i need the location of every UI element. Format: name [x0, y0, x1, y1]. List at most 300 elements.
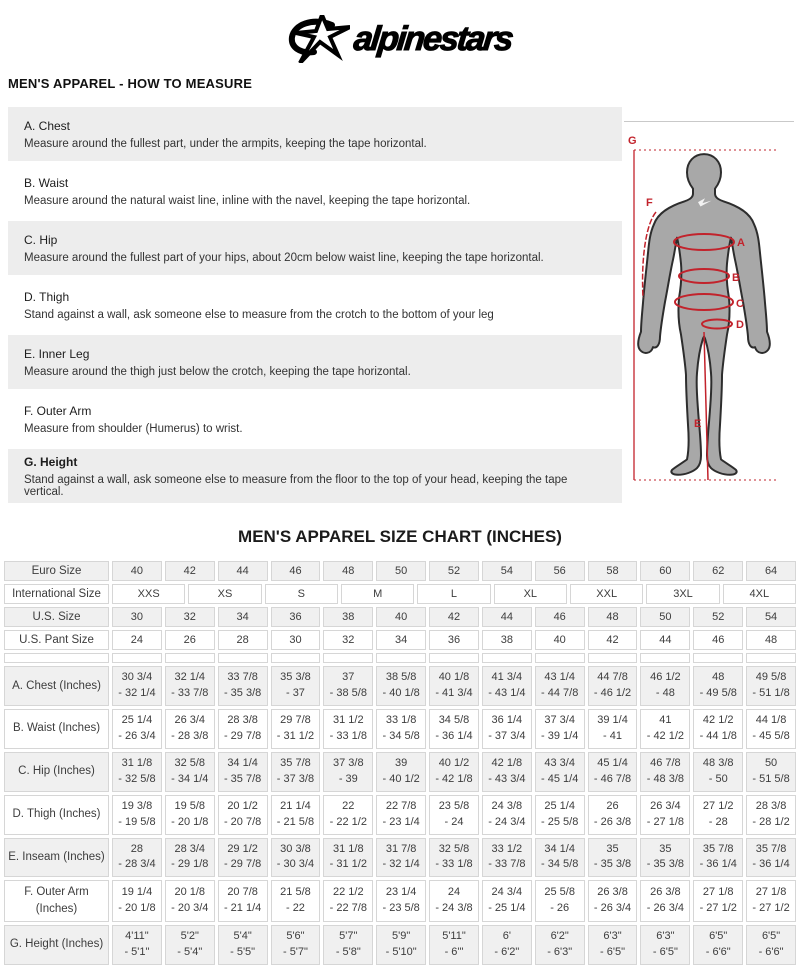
size-cell: 54	[746, 607, 796, 627]
size-cell	[640, 880, 690, 921]
size-cell	[271, 653, 321, 663]
range-high: - 28	[708, 815, 728, 828]
size-cell	[588, 925, 638, 965]
measurement-figure-panel	[624, 121, 794, 516]
range-high: - 32 1/4	[382, 858, 420, 871]
size-cell: 56	[535, 561, 585, 581]
figure-label-a: A	[737, 237, 745, 249]
brand-wordmark: alpinestars	[352, 20, 514, 58]
range-high: - 40 1/8	[382, 686, 420, 699]
range-low: 43 3/4	[544, 756, 575, 769]
size-cell	[112, 653, 162, 663]
how-to-measure-section	[0, 107, 800, 507]
size-cell	[482, 925, 532, 965]
size-cell: 38	[482, 630, 532, 650]
size-cell	[271, 795, 321, 835]
size-cell	[746, 653, 796, 663]
range-high: - 45 1/4	[541, 772, 579, 785]
size-cell	[165, 795, 215, 835]
range-low: 5'6"	[286, 929, 305, 942]
a-chest-inches-row	[4, 666, 796, 706]
range-low: 48	[712, 671, 725, 683]
size-cell: XXL	[570, 584, 643, 604]
range-low: 40 1/2	[438, 756, 470, 769]
range-low: 28	[130, 842, 144, 855]
size-cell	[588, 752, 638, 792]
size-cell	[693, 795, 743, 835]
size-cell	[323, 709, 373, 749]
size-cell	[376, 925, 426, 965]
measure-item-b-waist	[8, 164, 622, 218]
range-low: 33 7/8	[227, 671, 258, 683]
size-cell: 62	[693, 561, 743, 581]
size-cell	[376, 653, 426, 663]
row-label	[4, 653, 109, 663]
range-high: - 21 1/4	[223, 902, 262, 915]
size-cell	[218, 653, 268, 663]
figure-label-b: B	[732, 272, 740, 284]
size-cell	[746, 925, 796, 965]
size-cell: 30	[112, 607, 162, 627]
size-cell: 30	[271, 630, 321, 650]
range-high: - 26 3/4	[593, 902, 632, 915]
range-low: 26 3/8	[650, 886, 681, 899]
range-low: 33 1/8	[385, 713, 417, 726]
size-cell: 44	[640, 630, 690, 650]
size-cell	[165, 752, 215, 792]
size-cell	[165, 880, 215, 921]
size-cell	[535, 709, 585, 749]
range-high: - 21 5/8	[276, 815, 315, 828]
measure-item-description: Measure from shoulder (Humerus) to wrist.	[24, 422, 243, 435]
range-high: - 40 1/2	[382, 772, 420, 785]
range-low: 25 1/4	[544, 799, 575, 812]
range-low: 31 7/8	[385, 842, 417, 855]
size-cell	[271, 666, 321, 706]
size-cell	[482, 838, 532, 878]
range-high: - 5'10"	[385, 945, 417, 958]
size-cell	[165, 838, 215, 878]
row-label: C. Hip (Inches)	[4, 752, 109, 792]
range-low: 5'2"	[180, 929, 199, 942]
figure-label-c: C	[736, 298, 744, 310]
range-low: 44 7/8	[597, 671, 628, 683]
size-cell	[640, 838, 690, 878]
range-low: 22 1/2	[333, 886, 364, 899]
range-low: 50	[764, 756, 778, 769]
size-cell: 60	[640, 561, 690, 581]
range-low: 22 7/8	[385, 799, 417, 812]
size-cell	[112, 838, 162, 878]
size-chart-title: MEN'S APPAREL SIZE CHART (INCHES)	[238, 527, 562, 546]
size-cell	[376, 880, 426, 921]
size-cell	[693, 666, 743, 706]
size-cell	[535, 880, 585, 921]
size-cell	[746, 752, 796, 792]
size-cell: 50	[640, 607, 690, 627]
size-cell	[535, 752, 585, 792]
range-low: 20 1/8	[174, 886, 206, 899]
range-high: - 28 1/2	[752, 815, 790, 828]
measure-item-description: Stand against a wall, ask someone else to measure from the crotch to the bottom of your leg	[24, 308, 494, 321]
size-cell	[588, 709, 638, 749]
size-cell: 48	[746, 630, 796, 650]
size-cell	[429, 709, 479, 749]
size-cell: 38	[323, 607, 373, 627]
size-cell	[693, 880, 743, 921]
range-low: 19 5/8	[174, 799, 206, 812]
size-cell	[271, 880, 321, 921]
size-cell	[323, 653, 373, 663]
euro-size-row	[4, 561, 796, 581]
range-high: - 34 5/8	[541, 858, 579, 871]
size-cell	[218, 880, 268, 921]
measure-item-description: Stand against a wall, ask someone else to measure from the floor to the top of your head, keeping the tape vertical.	[24, 473, 568, 498]
size-cell: 36	[271, 607, 321, 627]
size-cell	[746, 838, 796, 878]
d-thigh-inches-row	[4, 795, 796, 835]
size-cell: 40	[376, 607, 426, 627]
range-low: 48 3/8	[702, 756, 734, 769]
range-high: - 27 1/2	[752, 902, 790, 915]
measure-item-description: Measure around the fullest part, under the armpits, keeping the tape horizontal.	[24, 137, 427, 150]
size-cell: 52	[693, 607, 743, 627]
range-low: 42 1/2	[702, 713, 734, 726]
range-low: 49 5/8	[755, 671, 787, 683]
range-low: 37 3/4	[544, 713, 575, 726]
size-cell: 48	[588, 607, 638, 627]
size-cell	[112, 666, 162, 706]
size-cell	[376, 838, 426, 878]
figure-label-f: F	[646, 197, 653, 209]
range-high: - 48 3/8	[646, 772, 685, 785]
range-high: - 26 3/4	[646, 902, 685, 915]
size-cell: 42	[165, 561, 215, 581]
range-low: 34 5/8	[438, 713, 470, 726]
size-cell	[112, 795, 162, 835]
range-low: 39 1/4	[597, 713, 628, 726]
size-cell	[323, 795, 373, 835]
range-low: 35	[659, 842, 672, 855]
range-high: - 26	[550, 902, 570, 915]
size-cell: 54	[482, 561, 532, 581]
range-high: - 39 1/4	[541, 729, 579, 742]
size-cell	[376, 666, 426, 706]
range-high: - 29 7/8	[223, 729, 262, 742]
size-cell	[323, 880, 373, 921]
size-cell	[218, 709, 268, 749]
u-s-size-row	[4, 607, 796, 627]
range-high: - 32 1/4	[118, 686, 156, 699]
size-cell: 42	[429, 607, 479, 627]
measure-instructions-list	[8, 107, 622, 503]
measure-item-g-height	[8, 449, 622, 503]
size-cell	[323, 838, 373, 878]
size-cell	[112, 709, 162, 749]
size-cell	[746, 795, 796, 835]
range-high: - 51 5/8	[752, 772, 790, 785]
range-high: - 28 3/8	[171, 729, 209, 742]
range-low: 35 7/8	[280, 756, 311, 769]
range-high: - 35 3/8	[223, 686, 262, 699]
range-low: 5'11"	[442, 929, 466, 942]
size-cell	[640, 752, 690, 792]
range-low: 24 3/4	[491, 886, 523, 899]
range-low: 46 7/8	[650, 756, 681, 769]
size-cell	[112, 925, 162, 965]
measure-item-d-thigh	[8, 278, 622, 332]
size-cell	[535, 838, 585, 878]
range-high: - 26 3/8	[593, 815, 632, 828]
size-cell	[323, 752, 373, 792]
range-high: - 22	[285, 902, 305, 915]
size-cell	[746, 666, 796, 706]
size-cell	[640, 653, 690, 663]
u-s-pant-size-row	[4, 630, 796, 650]
range-high: - 6'5"	[600, 945, 626, 958]
size-cell	[693, 838, 743, 878]
range-low: 6'5"	[709, 929, 728, 942]
range-high: - 37 3/4	[488, 729, 526, 742]
range-high: - 36 1/4	[699, 858, 737, 871]
size-cell	[165, 925, 215, 965]
range-low: 30 3/4	[121, 671, 153, 683]
range-high: - 20 7/8	[223, 815, 262, 828]
range-high: - 25 1/4	[488, 902, 526, 915]
range-high: - 29 1/8	[171, 858, 209, 871]
size-cell	[588, 666, 638, 706]
size-cell: 44	[482, 607, 532, 627]
row-label: D. Thigh (Inches)	[4, 795, 109, 835]
size-cell	[746, 709, 796, 749]
size-cell: 52	[429, 561, 479, 581]
size-cell	[218, 666, 268, 706]
g-height-inches-row	[4, 925, 796, 965]
range-high: - 44 7/8	[541, 686, 579, 699]
size-cell	[218, 925, 268, 965]
size-cell: 28	[218, 630, 268, 650]
range-low: 21 1/4	[280, 799, 311, 812]
range-high: - 35 3/8	[646, 858, 685, 871]
figure-label-d: D	[736, 319, 744, 331]
spacer-row	[4, 653, 796, 663]
range-high: - 32 5/8	[118, 772, 156, 785]
size-cell	[693, 925, 743, 965]
range-low: 42 1/8	[491, 756, 523, 769]
row-label: International Size	[4, 584, 109, 604]
range-high: - 29 7/8	[223, 858, 262, 871]
range-high: - 34 5/8	[382, 729, 420, 742]
range-low: 26	[606, 799, 619, 812]
range-high: - 5'5"	[230, 945, 256, 958]
range-high: - 5'4"	[177, 945, 203, 958]
range-high: - 33 7/8	[171, 686, 209, 699]
range-low: 26 3/4	[174, 713, 206, 726]
range-high: - 22 7/8	[329, 902, 367, 915]
size-cell	[218, 838, 268, 878]
range-high: - 6'6"	[758, 945, 784, 958]
range-low: 46 1/2	[650, 671, 681, 683]
size-chart-table	[4, 561, 796, 965]
range-high: - 36 1/4	[435, 729, 473, 742]
range-high: - 19 5/8	[118, 815, 156, 828]
size-cell: 44	[218, 561, 268, 581]
range-low: 35 7/8	[702, 842, 734, 855]
size-cell	[588, 838, 638, 878]
size-cell	[218, 752, 268, 792]
range-low: 31 1/8	[333, 842, 364, 855]
size-cell	[535, 653, 585, 663]
range-low: 34 1/4	[544, 842, 575, 855]
b-waist-inches-row	[4, 709, 796, 749]
range-high: - 37 3/8	[276, 772, 315, 785]
range-high: - 33 7/8	[488, 858, 526, 871]
range-low: 26 3/4	[650, 799, 681, 812]
measure-item-label: A. Chest	[24, 118, 71, 133]
size-cell	[535, 666, 585, 706]
body-silhouette	[638, 154, 770, 475]
size-cell	[376, 795, 426, 835]
measure-item-description: Measure around the fullest part of your hips, about 20cm below waist line, keeping the tape horizontal.	[24, 251, 544, 264]
range-high: - 34 1/4	[171, 772, 209, 785]
range-high: - 27 1/8	[646, 815, 685, 828]
size-cell: XL	[494, 584, 567, 604]
size-cell	[165, 666, 215, 706]
measure-item-description: Measure around the natural waist line, inline with the navel, keeping the tape horizontal.	[24, 194, 471, 207]
how-to-measure-heading: MEN'S APPAREL - HOW TO MEASURE	[8, 76, 253, 91]
range-low: 32 5/8	[438, 842, 470, 855]
size-cell	[271, 752, 321, 792]
size-cell: 3XL	[646, 584, 719, 604]
size-cell	[535, 925, 585, 965]
size-cell	[112, 752, 162, 792]
row-label: G. Height (Inches)	[4, 925, 109, 965]
range-high: - 33 1/8	[435, 858, 473, 871]
figure-label-g: G	[628, 135, 637, 147]
size-cell: 46	[271, 561, 321, 581]
size-cell: S	[265, 584, 338, 604]
range-low: 28 3/8	[755, 799, 787, 812]
size-cell: 46	[693, 630, 743, 650]
size-cell	[112, 880, 162, 921]
range-high: - 51 1/8	[752, 686, 790, 699]
size-cell: 24	[112, 630, 162, 650]
range-high: - 20 1/8	[118, 902, 156, 915]
size-cell	[429, 925, 479, 965]
range-low: 29 1/2	[227, 842, 258, 855]
range-low: 38 5/8	[385, 671, 417, 683]
range-high: - 23 1/4	[382, 815, 420, 828]
range-high: - 46 1/2	[593, 686, 632, 699]
range-high: - 35 7/8	[223, 772, 262, 785]
range-low: 36 1/4	[491, 713, 523, 726]
range-high: - 45 5/8	[752, 729, 790, 742]
range-high: - 20 1/8	[171, 815, 209, 828]
measure-item-label: D. Thigh	[24, 289, 70, 304]
row-label: A. Chest (Inches)	[4, 666, 109, 706]
range-low: 5'9"	[392, 929, 411, 942]
size-cell	[746, 880, 796, 921]
range-high: - 46 7/8	[593, 772, 632, 785]
figure-label-e: E	[694, 418, 702, 430]
range-low: 40 1/8	[438, 671, 470, 683]
range-high: - 24	[444, 815, 464, 828]
size-cell	[482, 795, 532, 835]
size-cell	[429, 666, 479, 706]
range-low: 29 7/8	[280, 713, 311, 726]
size-cell	[640, 925, 690, 965]
range-low: 45 1/4	[597, 756, 628, 769]
range-low: 25 1/4	[121, 713, 153, 726]
size-cell	[693, 752, 743, 792]
range-low: 32 1/4	[174, 671, 206, 683]
size-cell: XXS	[112, 584, 185, 604]
range-low: 19 1/4	[121, 886, 153, 899]
range-low: 26 3/8	[597, 886, 628, 899]
range-low: 21 5/8	[280, 886, 311, 899]
size-cell: M	[341, 584, 414, 604]
size-cell	[640, 795, 690, 835]
size-cell	[323, 925, 373, 965]
range-low: 20 1/2	[227, 799, 258, 812]
range-high: - 31 1/2	[276, 729, 315, 742]
size-cell	[429, 838, 479, 878]
c-hip-inches-row	[4, 752, 796, 792]
range-high: - 5'8"	[335, 945, 361, 958]
range-high: - 38 5/8	[329, 686, 367, 699]
row-label: U.S. Pant Size	[4, 630, 109, 650]
size-cell: 58	[588, 561, 638, 581]
size-cell	[693, 653, 743, 663]
range-low: 28 3/8	[227, 713, 258, 726]
size-cell: 34	[218, 607, 268, 627]
international-size-row	[4, 584, 796, 604]
range-low: 37	[342, 671, 355, 683]
range-high: - 42 1/8	[435, 772, 473, 785]
size-cell: 64	[746, 561, 796, 581]
range-low: 44 1/8	[755, 713, 787, 726]
size-cell	[429, 880, 479, 921]
size-cell: 46	[535, 607, 585, 627]
f-outer-arm-inches-row	[4, 880, 796, 921]
size-cell: 32	[165, 607, 215, 627]
measure-item-label: B. Waist	[24, 175, 69, 190]
range-low: 39	[395, 756, 408, 769]
size-cell: 32	[323, 630, 373, 650]
size-cell	[376, 752, 426, 792]
measure-item-a-chest	[8, 107, 622, 161]
size-cell	[165, 709, 215, 749]
body-measurement-figure	[624, 124, 794, 514]
range-high: - 44 1/8	[699, 729, 737, 742]
size-cell	[482, 709, 532, 749]
size-cell: 40	[535, 630, 585, 650]
range-low: 31 1/2	[333, 713, 364, 726]
range-high: - 28 3/4	[118, 858, 156, 871]
range-high: - 41	[603, 729, 623, 742]
range-high: - 33 1/8	[329, 729, 367, 742]
e-inseam-inches-row	[4, 838, 796, 878]
size-cell: 42	[588, 630, 638, 650]
range-low: 35 7/8	[755, 842, 787, 855]
size-cell	[218, 795, 268, 835]
range-low: 30 3/8	[280, 842, 311, 855]
range-low: 31 1/8	[121, 756, 153, 769]
range-low: 33 1/2	[491, 842, 523, 855]
range-low: 27 1/8	[702, 886, 734, 899]
range-low: 35	[606, 842, 619, 855]
range-low: 32 5/8	[174, 756, 206, 769]
